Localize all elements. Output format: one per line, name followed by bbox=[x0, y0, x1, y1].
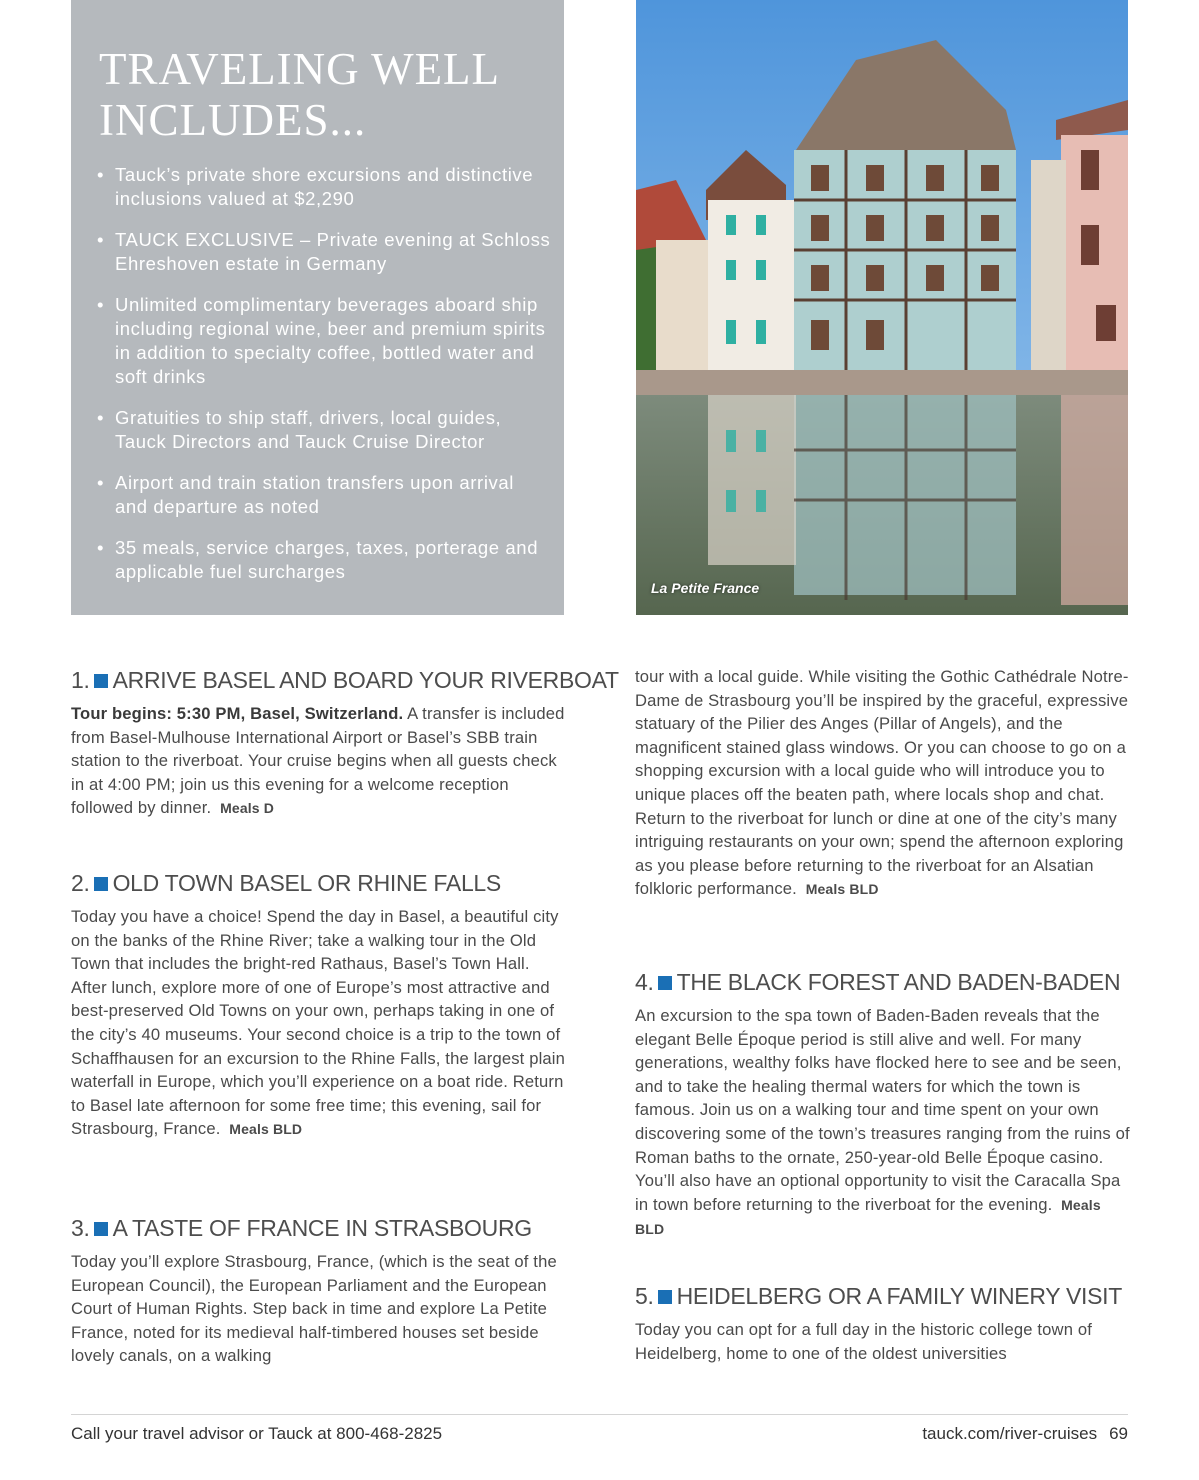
inclusion-text: Gratuities to ship staff, drivers, local guides, Tauck Directors and Tauck Cruise Director bbox=[115, 407, 502, 452]
bullet-icon: • bbox=[97, 537, 105, 558]
inclusion-text: Tauck’s private shore excursions and distinctive inclusions valued at $2,290 bbox=[115, 164, 534, 209]
day-3-body bbox=[71, 1250, 566, 1368]
day-3-continuation-text: tour with a local guide. While visiting the Gothic Cathédrale Notre-Dame de Strasbourg you’ll be inspired by the graceful, expressive statuary of the Pilier des Anges (Pillar of Angels), and the magnificent stained glass windows. Or you can choose to go on a shopping excursion with a local guide who will introduce you to unique places off the beaten path, where locals shop and chat. Return to the riverboat for lunch or dine at one of the city’s many intriguing restaurants on your own; spend the afternoon exploring as you please before returning to the riverboat for an Alsatian folkloric performance. bbox=[635, 667, 1129, 899]
day-3-text: Today you’ll explore Strasbourg, France, (which is the seat of the European Council), the European Parliament and the European Court of Human Rights. Step back in time and explore La Petite France, noted for its medieval half-timbered houses set beside lovely canals, on a walking bbox=[71, 1252, 557, 1366]
blue-square-icon bbox=[658, 976, 672, 990]
page-number: 69 bbox=[1109, 1424, 1128, 1443]
photo-caption: La Petite France bbox=[651, 580, 760, 596]
day-number: 4. bbox=[635, 969, 654, 995]
inclusion-item bbox=[97, 536, 552, 584]
day-number: 1. bbox=[71, 667, 90, 693]
day-1-body bbox=[71, 702, 566, 821]
day-3-heading bbox=[71, 1214, 566, 1242]
half-timbered-houses-illustration bbox=[636, 0, 1128, 615]
day-3-section bbox=[71, 1214, 566, 1368]
meals-label: Meals BLD bbox=[805, 881, 879, 898]
inclusion-item bbox=[97, 163, 552, 211]
day-1-lead: Tour begins: 5:30 PM, Basel, Switzerland. bbox=[71, 704, 404, 723]
meals-label: Meals D bbox=[220, 800, 275, 817]
day-4-body bbox=[635, 1004, 1130, 1242]
blue-square-icon bbox=[658, 1290, 672, 1304]
footer-right bbox=[922, 1424, 1128, 1444]
inclusions-title-line2: INCLUDES... bbox=[99, 95, 367, 145]
day-number: 3. bbox=[71, 1215, 90, 1241]
bullet-icon: • bbox=[97, 472, 105, 493]
inclusion-text: Unlimited complimentary beverages aboard ship including regional wine, beer and premium spirits in addition to specialty coffee, bottled water and soft drinks bbox=[115, 294, 546, 387]
bullet-icon: • bbox=[97, 164, 105, 185]
strasbourg-photo bbox=[636, 0, 1128, 615]
footer-divider bbox=[71, 1414, 1128, 1415]
day-4-heading bbox=[635, 968, 1130, 996]
meals-label: Meals BLD bbox=[635, 1196, 1101, 1238]
day-5-text: Today you can opt for a full day in the historic college town of Heidelberg, home to one of the oldest universities bbox=[635, 1320, 1092, 1363]
inclusion-item bbox=[97, 228, 552, 276]
day-3-continuation bbox=[635, 665, 1130, 902]
bullet-icon: • bbox=[97, 407, 105, 428]
day-5-section bbox=[635, 1282, 1130, 1365]
meals-label: Meals BLD bbox=[229, 1121, 303, 1138]
day-2-text: Today you have a choice! Spend the day in Basel, a beautiful city on the banks of the Rhine River; take a walking tour in the Old Town that includes the bright-red Rathaus, Basel’s Town Hall. After lunch, explore more of one of Europe’s most attractive and best-preserved Old Towns on your own, perhaps taking in one of the city’s 40 museums. Your second choice is a trip to the town of Schaffhausen for an excursion to the Rhine Falls, the largest plain waterfall in Europe, which you’ll experience on a boat ride. Return to Basel late afternoon for some free time; this evening, sail for Strasbourg, France. bbox=[71, 907, 566, 1139]
day-5-heading bbox=[635, 1282, 1130, 1310]
day-1-heading bbox=[71, 666, 619, 694]
footer-url-link[interactable]: tauck.com/river-cruises bbox=[922, 1424, 1098, 1443]
inclusions-panel bbox=[71, 0, 564, 615]
inclusion-text: Airport and train station transfers upon arrival and departure as noted bbox=[115, 472, 514, 517]
day-4-section bbox=[635, 968, 1130, 1242]
day-2-body bbox=[71, 905, 566, 1142]
day-title: HEIDELBERG OR A FAMILY WINERY VISIT bbox=[676, 1283, 1122, 1309]
day-2-section bbox=[71, 869, 566, 1142]
inclusions-title bbox=[99, 44, 500, 146]
inclusion-item bbox=[97, 406, 552, 454]
day-number: 5. bbox=[635, 1283, 654, 1309]
day-5-body bbox=[635, 1318, 1130, 1365]
day-1-section bbox=[71, 666, 619, 821]
bullet-icon: • bbox=[97, 229, 105, 250]
inclusion-text: TAUCK EXCLUSIVE – Private evening at Schloss Ehreshoven estate in Germany bbox=[115, 229, 551, 274]
inclusions-title-line1: TRAVELING WELL bbox=[99, 44, 501, 94]
footer-contact: Call your travel advisor or Tauck at 800-468-2825 bbox=[71, 1424, 443, 1443]
inclusion-item bbox=[97, 293, 552, 389]
bullet-icon: • bbox=[97, 294, 105, 315]
day-number: 2. bbox=[71, 870, 90, 896]
blue-square-icon bbox=[94, 877, 108, 891]
inclusion-item bbox=[97, 471, 552, 519]
day-title: A TASTE OF FRANCE IN STRASBOURG bbox=[112, 1215, 532, 1241]
blue-square-icon bbox=[94, 674, 108, 688]
inclusion-text: 35 meals, service charges, taxes, porterage and applicable fuel surcharges bbox=[115, 537, 539, 582]
blue-square-icon bbox=[94, 1222, 108, 1236]
day-2-heading bbox=[71, 869, 566, 897]
day-1-text: A transfer is included from Basel-Mulhouse International Airport or Basel’s SBB train station to the riverboat. Your cruise begins when all guests check in at 4:00 PM; join us this evening for a welcome reception followed by dinner. bbox=[71, 704, 565, 818]
day-title: THE BLACK FOREST AND BADEN-BADEN bbox=[676, 969, 1121, 995]
day-title: ARRIVE BASEL AND BOARD YOUR RIVERBOAT bbox=[112, 667, 619, 693]
inclusions-list bbox=[97, 163, 552, 601]
day-4-text: An excursion to the spa town of Baden-Baden reveals that the elegant Belle Époque period is still alive and well. For many generations, wealthy folks have flocked here to see and be seen, and to take the healing thermal waters for which the town is famous. Join us on a walking tour and time spent on your own discovering some of the town’s treasures ranging from the ruins of Roman baths to the ornate, 250-year-old Belle Époque casino. You’ll also have an optional opportunity to visit the Caracalla Spa in town before returning to the riverboat for the evening. bbox=[635, 1006, 1130, 1214]
day-title: OLD TOWN BASEL OR RHINE FALLS bbox=[112, 870, 501, 896]
